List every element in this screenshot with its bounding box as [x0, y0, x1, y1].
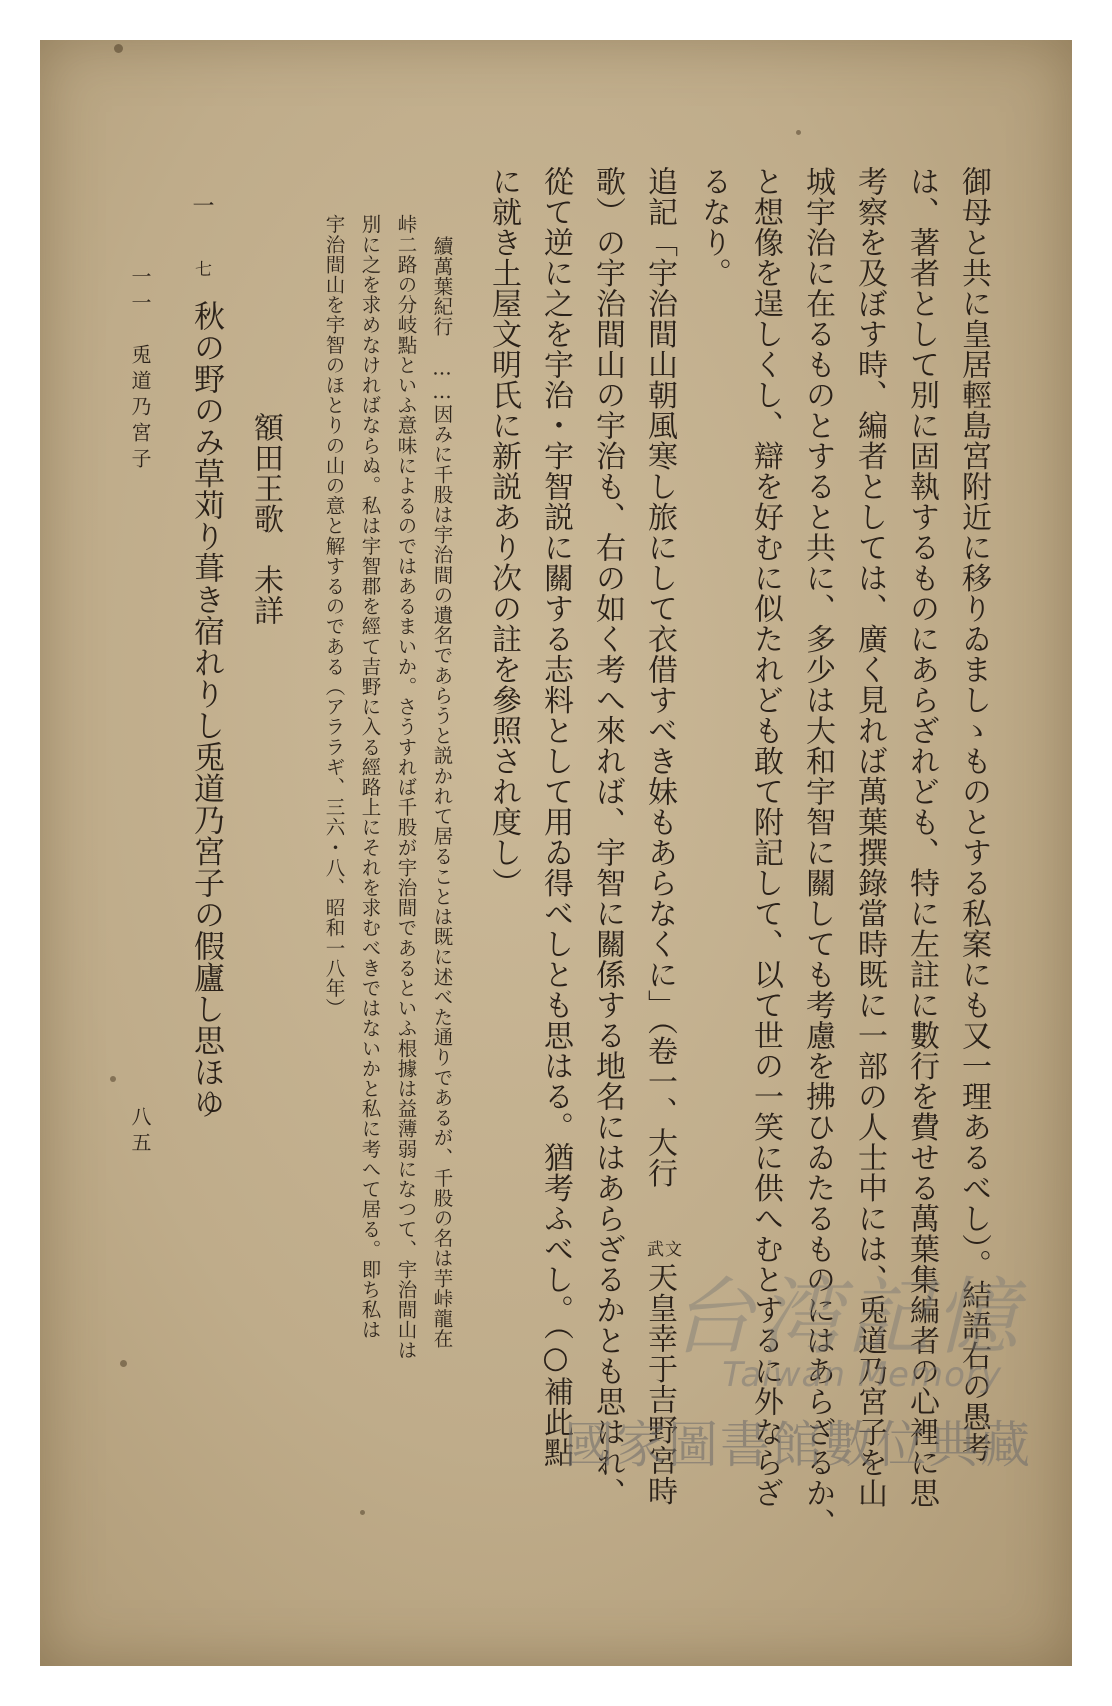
- ruby-left: 武: [643, 1240, 663, 1257]
- running-head: 一一 兎道乃宮子: [128, 266, 152, 474]
- ruby-right: 文: [661, 1240, 681, 1257]
- postscript-column-1b: 天皇幸于吉野宮時: [642, 1262, 677, 1506]
- chapter-index: 一: [189, 194, 214, 222]
- watermark-english: Taiwan Memory: [722, 1355, 1002, 1395]
- poem-number: 七: [191, 260, 211, 283]
- text-column-3: 考察を及ぼす時、編者としては、廣く見れば萬葉撰錄當時既に一部の人士中には、兎道乃宮子を山: [852, 166, 887, 1508]
- text-column-4: 城宇治に在るものとすると共に、多少は大和宇智に關しても考慮を拂ひゐたるものにはあらざるか、: [800, 166, 835, 1539]
- note-column-1: 續萬葉紀行 ……因みに千股は宇治間の遺名であらうと説かれて居ることは既に述べた通りであるが、千股の名は芋峠龍在: [430, 236, 454, 1349]
- poem-text: 秋の野のみ草苅り葺き宿れりし兎道乃宮子の假廬し思ほゆ: [188, 300, 224, 1119]
- text-column-5: と想像を逞しくし、辯を好むに似たれども敢て附記して、以て世の一笑に供へむとするに外ならざ: [748, 166, 783, 1508]
- paper-speck: [120, 1360, 127, 1367]
- postscript-column-3: 從て逆に之を宇治・宇智説に關する志料として用ゐ得べしとも思はる。猶考ふべし。（○補此點: [538, 166, 573, 1468]
- postscript-column-2: 歌）の宇治間山の宇治も、右の如く考へ來れば、宇智に關係する地名にはあらざるかとも思はれ、: [590, 166, 625, 1508]
- page-number: 八五: [128, 1106, 152, 1158]
- paper-speck: [110, 1076, 116, 1082]
- note-column-3: 別に之を求めなければならぬ。私は宇智郡を經て吉野に入る經路上にそれを求むべきではないかと私に考へて居る。即ち私は: [358, 214, 382, 1340]
- paper-speck: [360, 1510, 365, 1515]
- text-column-2: は、著者として別に固執するものにあらざれども、特に左註に數行を費せる萬葉集編者の心裡に思: [904, 166, 939, 1508]
- text-column-6: るなり。: [696, 166, 731, 288]
- postscript-column-4: に就き土屋文明氏に新説あり次の註を參照され度し）: [486, 166, 521, 898]
- note-column-4: 宇治間山を宇智のほとりの山の意と解するのである（アララギ、三六・八、昭和一八年）: [322, 214, 346, 1018]
- poem-author: 額田王歌 未詳: [248, 412, 283, 626]
- paper-speck: [114, 44, 123, 53]
- note-column-2: 峠二路の分岐點といふ意味によるのではあるまいか。さうすれば千股が宇治間であるといふ根據は益薄弱になつて、宇治間山は: [394, 214, 418, 1360]
- text-column-1: 御母と共に皇居輕島宮附近に移りゐましゝものとする私案にも又一理あるべし）。結語右の愚考: [956, 166, 991, 1463]
- postscript-column-1a: 追記「宇治間山朝風寒し旅にして衣借すべき妹もあらなくに」（卷一、大行: [642, 166, 677, 1188]
- watermark-logo: 台湾記憶: [669, 1268, 1022, 1366]
- paper-speck: [796, 130, 801, 135]
- watermark-chinese: 國家圖書館數位典藏: [564, 1416, 1032, 1474]
